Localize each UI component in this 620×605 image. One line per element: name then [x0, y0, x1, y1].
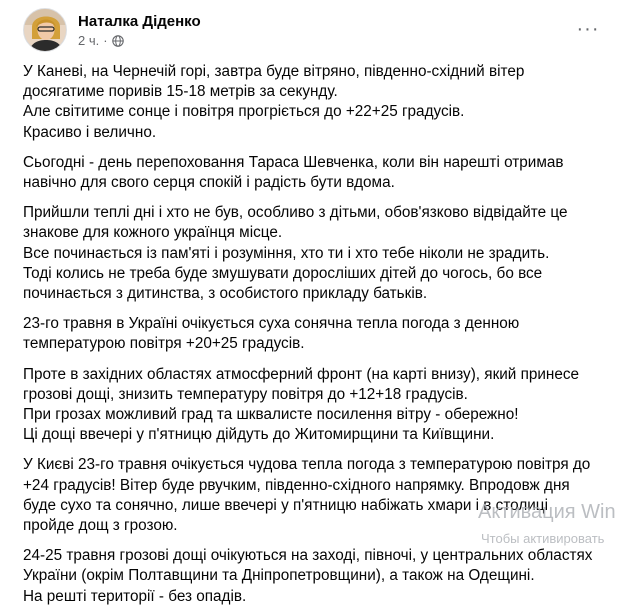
- paragraph: [23, 546, 608, 605]
- more-options-icon: ···: [576, 17, 600, 40]
- text-line: грозові дощі, знизить температуру повітря до +12+18 градусів.: [23, 385, 468, 403]
- paragraph: [23, 153, 608, 193]
- post-body: [23, 62, 608, 605]
- paragraph: [23, 455, 608, 536]
- text-line: Тоді колись не треба буде змушувати дорослiших дітей до чогось, бо все: [23, 264, 543, 282]
- text-line: Проте в західних областях атмосферний фронт (на карті внизу), який принесе: [23, 365, 580, 383]
- text-line: знакове для кожного українця місце.: [23, 224, 283, 242]
- post-time-row: [78, 33, 201, 49]
- meta-separator: ·: [103, 32, 108, 48]
- text-line: У Каневі, на Чернечій горі, завтра буде вітряно, південно-східний вітер: [23, 63, 525, 80]
- globe-icon: [112, 35, 124, 47]
- text-line: навічно для свого серця спокій і радість бути вдома.: [23, 174, 395, 192]
- text-line: На решті території - без опадів.: [23, 587, 247, 605]
- post-header: [23, 6, 201, 54]
- watermark-title: Активация Win: [478, 501, 616, 523]
- text-line: 24-25 травня грозові дощі очікуються на заході, півночі, у центральних областях: [23, 547, 593, 565]
- user-avatar-photo-icon: [24, 9, 67, 52]
- more-options-button[interactable]: [572, 18, 604, 40]
- paragraph: [23, 62, 608, 143]
- text-line: Прийшли теплі дні і хто не був, особливо з дітьми, обов'язково відвідайте це: [23, 204, 568, 222]
- text-line: У Києві 23-го травня очікується чудова тепла погода з температурою повітря до: [23, 456, 591, 474]
- text-line: При грозах можливий град та шквалисте посилення вітру - обережно!: [23, 406, 519, 424]
- paragraph: [23, 365, 608, 446]
- text-line: Красиво і велично.: [23, 123, 157, 141]
- author-avatar[interactable]: [23, 8, 67, 52]
- text-line: досягатиме поривів 15-18 метрів за секунду.: [23, 83, 338, 101]
- text-line: Сьогодні - день перепоховання Тараса Шевченка, коли він нарешті отримав: [23, 153, 564, 171]
- watermark-subtitle: Чтобы активировать: [481, 531, 605, 546]
- text-line: пройде дощ з грозою.: [23, 517, 178, 535]
- paragraph: [23, 314, 608, 354]
- paragraph: [23, 203, 608, 304]
- text-line: Але світитиме сонце і повітря прогріється до +22+25 градусів.: [23, 103, 465, 121]
- text-line: України (окрім Полтавщини та Дніпропетровщини), а також на Одещині.: [23, 567, 535, 585]
- post-timestamp[interactable]: 2 ч.: [78, 32, 100, 48]
- text-line: температурою повітря +20+25 градусів.: [23, 335, 305, 353]
- text-line: 23-го травня в Україні очікується суха сонячна тепла погода з денною: [23, 315, 520, 333]
- post-meta: [78, 12, 201, 49]
- author-name[interactable]: Наталка Діденко: [78, 12, 201, 30]
- text-line: буде сухо та сонячно, лише ввечері у п'ятницю набіжать хмари і в столиці: [23, 496, 548, 514]
- text-line: +24 градусів! Вітер буде рвучким, південно-східного напрямку. Впродовж дня: [23, 476, 570, 494]
- text-line: починається з дитинства, з особистого прикладу батьків.: [23, 285, 428, 303]
- text-line: Ці дощі ввечері у п'ятницю дійдуть до Житомирщини та Київщини.: [23, 426, 495, 444]
- text-line: Все починається із пам'яті і розуміння, хто ти і хто тебе ніколи не зрадить.: [23, 244, 550, 262]
